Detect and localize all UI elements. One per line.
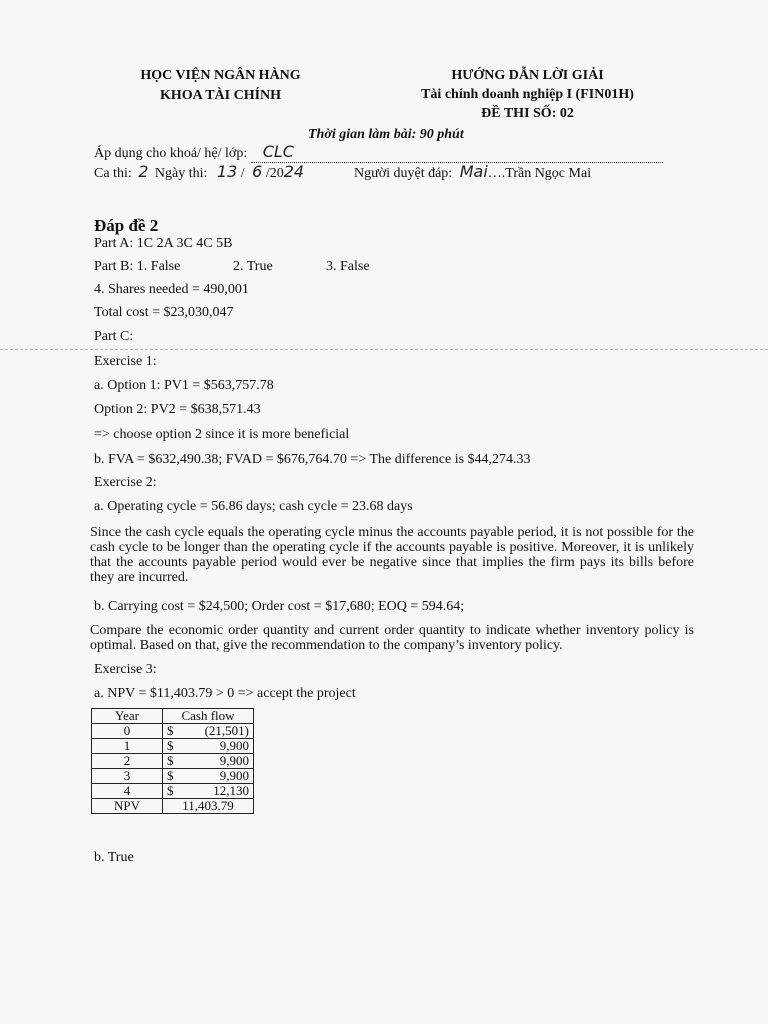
table-header-row <box>92 709 254 724</box>
amount-cell: 9,900 <box>219 768 249 783</box>
exercise-2-b: b. Carrying cost = $24,500; Order cost = $17,680; EOQ = 594.64; <box>94 599 465 614</box>
date-month: 6 <box>252 162 263 181</box>
apply-value-field <box>251 142 663 163</box>
cash-flow-table <box>91 708 254 814</box>
institution-header <box>108 66 333 106</box>
amount-cell: 12,130 <box>213 783 249 798</box>
shift-row: Ca thi: 2 Ngày thi: 13 / 6 /2024 Người duyệt đáp: Mai….Trần Ngọc Mai <box>94 162 592 181</box>
year-header: Year <box>92 709 163 724</box>
scan-artifact-line <box>0 349 768 350</box>
date-label: Ngày thi: <box>154 166 208 181</box>
exercise-2-recommendation: Compare the economic order quantity and current order quantity to indicate whether inventory policy is optimal. Based on that, give the recommendation to the company’s inventory policy. <box>90 623 694 653</box>
shift-label: Ca thi: <box>94 166 132 181</box>
year-cell: 4 <box>92 784 163 799</box>
table-row <box>92 784 254 799</box>
date-year-prefix: /20 <box>265 166 284 181</box>
date-year-suffix: 24 <box>283 162 305 181</box>
year-cell: 2 <box>92 754 163 769</box>
part-b-4: 4. Shares needed = 490,001 <box>94 282 249 297</box>
exam-number: ĐỀ THI SỐ: 02 <box>481 106 574 121</box>
part-b-total: Total cost = $23,030,047 <box>94 305 234 320</box>
exercise-1-heading: Exercise 1: <box>94 354 157 369</box>
course-name: Tài chính doanh nghiệp I (FIN01H) <box>421 87 634 102</box>
institution-name: HỌC VIỆN NGÂN HÀNG <box>140 68 301 83</box>
exercise-3-a: a. NPV = $11,403.79 > 0 => accept the project <box>94 686 356 701</box>
exercise-2-heading: Exercise 2: <box>94 475 157 490</box>
answer-title: Đáp đề 2 <box>94 216 159 235</box>
part-b-2: 2. True <box>233 259 273 274</box>
exam-info-form <box>94 142 684 184</box>
approver-signature: Mai <box>459 162 488 181</box>
shift-value: 2 <box>138 162 149 181</box>
part-b-3: 3. False <box>326 259 370 274</box>
approver-name: Trần Ngọc Mai <box>505 166 592 181</box>
exercise-1-a-option1: a. Option 1: PV1 = $563,757.78 <box>94 378 274 393</box>
document-title: HƯỚNG DẪN LỜI GIẢI <box>451 68 604 83</box>
npv-value: 11,403.79 <box>163 799 254 814</box>
apply-label: Áp dụng cho khoá/ hệ/ lớp: <box>94 146 248 161</box>
faculty-name: KHOA TÀI CHÍNH <box>159 88 282 103</box>
exercise-1-a-conclusion: => choose option 2 since it is more beneficial <box>94 427 350 442</box>
exercise-2-a: a. Operating cycle = 56.86 days; cash cycle = 23.68 days <box>94 499 413 514</box>
cash-flow-header: Cash flow <box>163 709 254 724</box>
approver-label: Người duyệt đáp: <box>354 166 453 181</box>
date-day: 13 <box>216 162 238 181</box>
exercise-3-heading: Exercise 3: <box>94 662 157 677</box>
year-cell: 1 <box>92 739 163 754</box>
exam-duration: Thời gian làm bài: 90 phút <box>308 127 464 142</box>
table-row <box>92 739 254 754</box>
exercise-1-b: b. FVA = $632,490.38; FVAD = $676,764.70 => The difference is $44,274.33 <box>94 452 531 467</box>
part-b-row <box>94 259 370 275</box>
apply-value: CLC <box>262 142 294 161</box>
table-row <box>92 724 254 739</box>
table-row <box>92 754 254 769</box>
apply-row <box>94 142 684 162</box>
npv-label: NPV <box>92 799 163 814</box>
amount-cell: 9,900 <box>219 738 249 753</box>
currency-cell: $ <box>167 753 174 768</box>
currency-cell: $ <box>167 783 174 798</box>
part-a: Part A: 1C 2A 3C 4C 5B <box>94 236 233 251</box>
amount-cell: (21,501) <box>204 723 249 738</box>
currency-cell: $ <box>167 723 174 738</box>
exercise-3-b: b. True <box>94 850 134 865</box>
exercise-2-explanation: Since the cash cycle equals the operating cycle minus the accounts payable period, it is not possible for the cash cycle to be longer than the operating cycle if the accounts payable is positive. Moreover, it is unlikely that the accounts payable period would ever be negative since that implies the firm pays its bills before they are incurred. <box>90 525 694 585</box>
currency-cell: $ <box>167 738 174 753</box>
exercise-1-a-option2: Option 2: PV2 = $638,571.43 <box>94 402 261 417</box>
currency-cell: $ <box>167 768 174 783</box>
exam-header <box>375 66 680 123</box>
npv-row <box>92 799 254 814</box>
part-c-label: Part C: <box>94 329 134 344</box>
year-cell: 3 <box>92 769 163 784</box>
table-row <box>92 769 254 784</box>
part-b-1: Part B: 1. False <box>94 259 181 274</box>
year-cell: 0 <box>92 724 163 739</box>
amount-cell: 9,900 <box>219 753 249 768</box>
